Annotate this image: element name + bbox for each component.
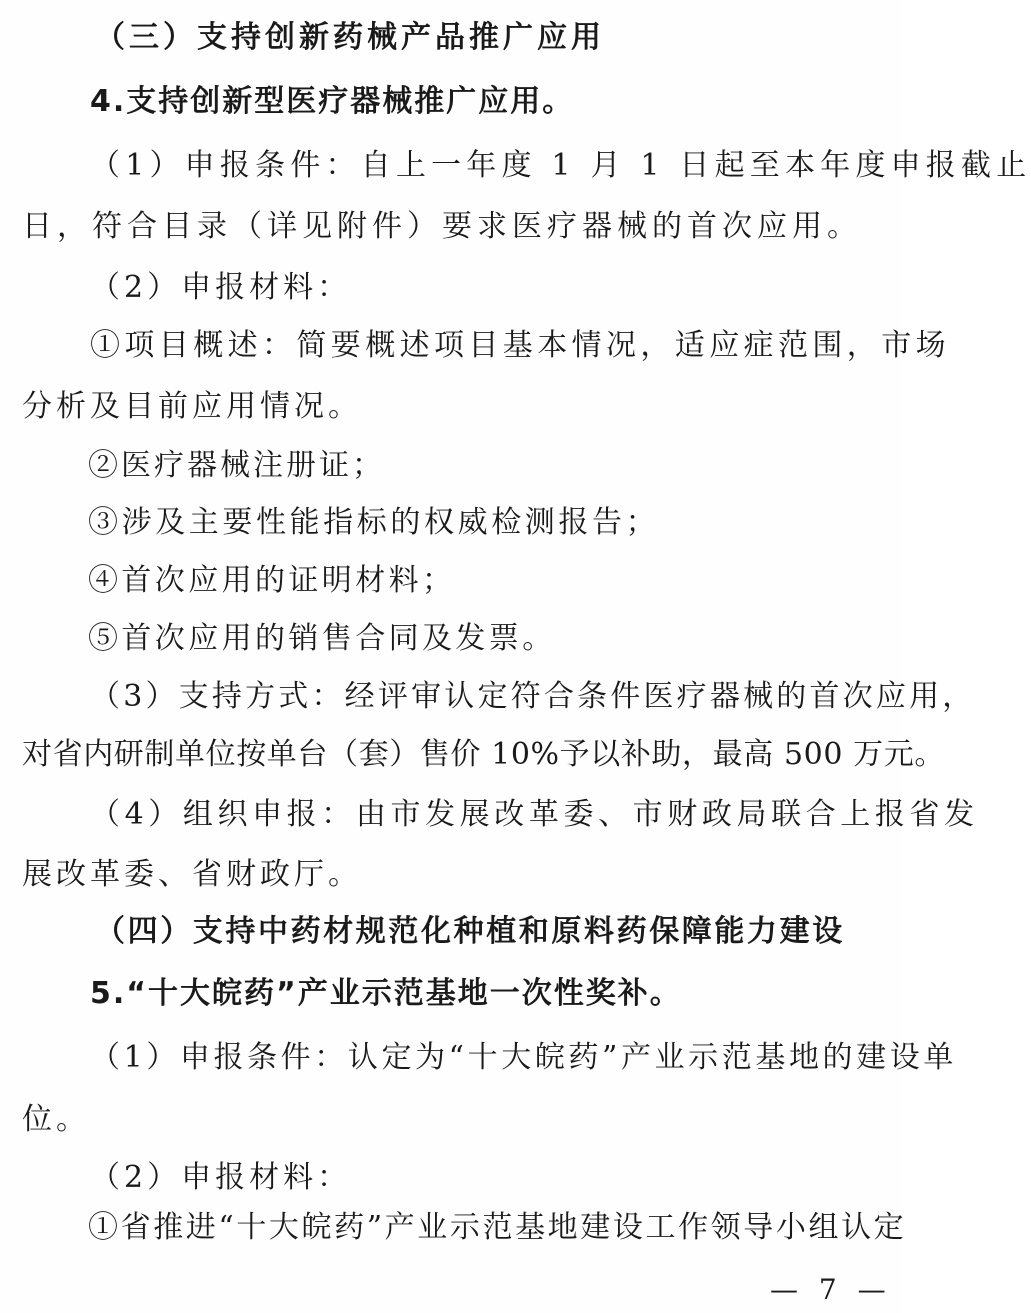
paragraph-line: （1）申报条件：自上一年度 1 月 1 日起至本年度申报截止 bbox=[90, 148, 1031, 183]
paragraph-line: ①项目概述：简要概述项目基本情况，适应症范围，市场 bbox=[90, 328, 950, 363]
paragraph-line: 展改革委、省财政厅。 bbox=[22, 857, 362, 892]
section-heading-3: （三）支持创新药械产品推广应用 bbox=[95, 20, 605, 55]
paragraph-line: （3）支持方式：经评审认定符合条件医疗器械的首次应用， bbox=[90, 679, 976, 714]
item-title-4: 4.支持创新型医疗器械推广应用。 bbox=[90, 84, 575, 119]
paragraph-line: （2）申报材料： bbox=[90, 270, 352, 305]
paragraph-line: （4）组织申报：由市发展改革委、市财政局联合上报省发 bbox=[90, 797, 979, 832]
paragraph-line: （2）申报材料： bbox=[90, 1160, 352, 1195]
item-title-5: 5.“十大皖药”产业示范基地一次性奖补。 bbox=[90, 976, 682, 1011]
paragraph-line: ④首次应用的证明材料； bbox=[88, 563, 456, 598]
paragraph-line: 对省内研制单位按单台（套）售价 10%予以补助，最高 500 万元。 bbox=[22, 737, 945, 772]
section-heading-4: （四）支持中药材规范化种植和原料药保障能力建设 bbox=[95, 914, 845, 949]
paragraph-line: 分析及目前应用情况。 bbox=[22, 389, 362, 424]
paragraph-line: ⑤首次应用的销售合同及发票。 bbox=[88, 621, 556, 656]
paragraph-line: 日，符合目录（详见附件）要求医疗器械的首次应用。 bbox=[22, 209, 862, 244]
paragraph-line: ②医疗器械注册证； bbox=[88, 448, 385, 483]
paragraph-line: 位。 bbox=[22, 1102, 90, 1137]
page-number: — 7 — bbox=[770, 1273, 892, 1306]
paragraph-line: ③涉及主要性能指标的权威检测报告； bbox=[88, 505, 660, 540]
paragraph-line: ①省推进“十大皖药”产业示范基地建设工作领导小组认定 bbox=[88, 1210, 907, 1245]
paragraph-line: （1）申报条件：认定为“十大皖药”产业示范基地的建设单 bbox=[90, 1040, 957, 1075]
